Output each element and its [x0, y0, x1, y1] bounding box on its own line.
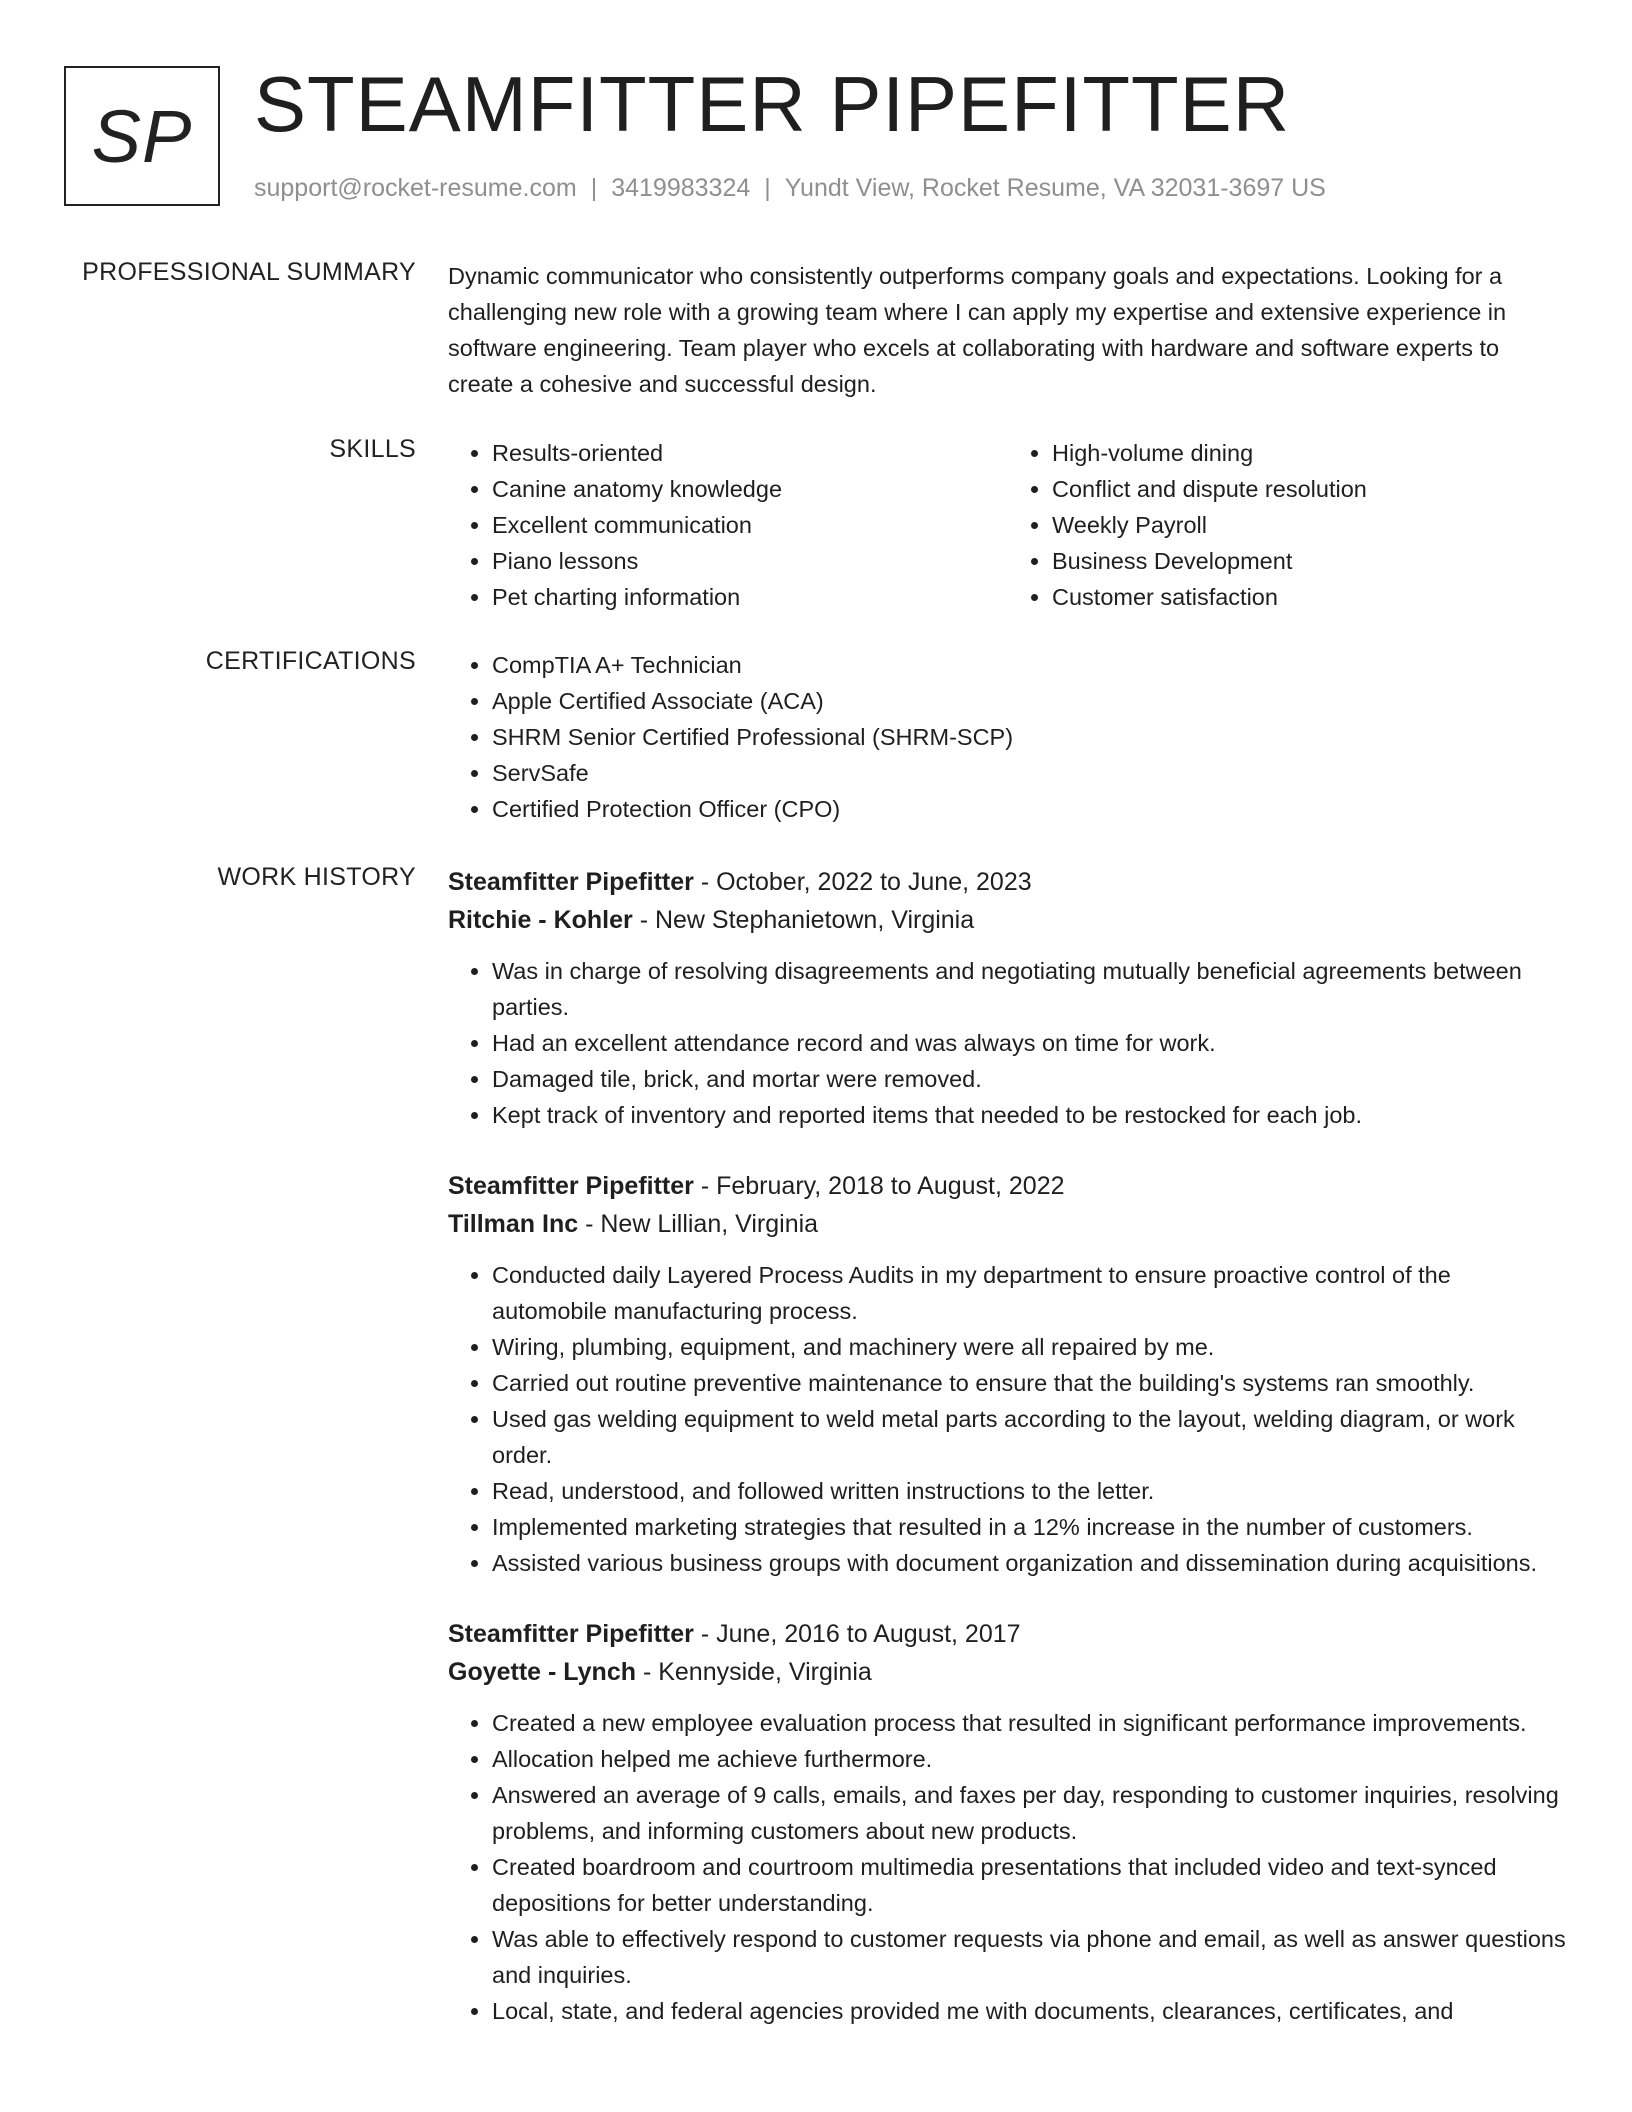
resume-header: [64, 60, 1568, 208]
job-company: Tillman Inc: [448, 1210, 579, 1238]
job-entry: [448, 1167, 1568, 1581]
skill-item: • Customer satisfaction: [1052, 579, 1568, 615]
skill-item: • Piano lessons: [492, 543, 1008, 579]
job-title: Steamfitter Pipefitter: [448, 1620, 694, 1648]
job-bullet: • Implemented marketing strategies that resulted in a 12% increase in the number of customers.: [492, 1509, 1568, 1545]
job-bullet: • Created a new employee evaluation process that resulted in significant performance improvements.: [492, 1705, 1568, 1741]
job-bullet: • Assisted various business groups with document organization and dissemination during acquisitions.: [492, 1545, 1568, 1581]
job-title-line: [448, 1167, 1568, 1205]
monogram-logo: SP: [64, 66, 220, 206]
job-bullet: • Wiring, plumbing, equipment, and machinery were all repaired by me.: [492, 1329, 1568, 1365]
job-bullet: • Allocation helped me achieve furthermore.: [492, 1741, 1568, 1777]
job-bullet: • Damaged tile, brick, and mortar were removed.: [492, 1061, 1568, 1097]
certification-item: • ServSafe: [492, 755, 1568, 791]
certification-item: • SHRM Senior Certified Professional (SHRM-SCP): [492, 719, 1568, 755]
certification-item: • Apple Certified Associate (ACA): [492, 683, 1568, 719]
certification-item: • Certified Protection Officer (CPO): [492, 791, 1568, 827]
skill-item: • Results-oriented: [492, 435, 1008, 471]
skill-item: • Business Development: [1052, 543, 1568, 579]
job-title: Steamfitter Pipefitter: [448, 1172, 694, 1200]
summary-text: Dynamic communicator who consistently outperforms company goals and expectations. Looking for a challenging new role with a growing team where I can apply my expertise and extensive experience in software engineering. Team player who excels at collaborating with hardware and software experts to create a cohesive and successful design.: [448, 263, 1507, 397]
job-dates: - June, 2016 to August, 2017: [693, 1620, 1021, 1648]
job-bullet: • Answered an average of 9 calls, emails, and faxes per day, responding to customer inquiries, resolving problems, and informing customers about new products.: [492, 1777, 1568, 1849]
job-bullet: • Created boardroom and courtroom multimedia presentations that included video and text-synced depositions for better understanding.: [492, 1849, 1568, 1921]
contact-separator: |: [764, 174, 771, 202]
job-location: - Kennyside, Virginia: [636, 1658, 872, 1686]
job-bullet: • Used gas welding equipment to weld metal parts according to the layout, welding diagram, or work order.: [492, 1401, 1568, 1473]
resume-name: STEAMFITTER PIPEFITTER: [254, 60, 1291, 148]
certification-item: • CompTIA A+ Technician: [492, 647, 1568, 683]
job-title: Steamfitter Pipefitter: [448, 868, 694, 896]
skill-item: • Conflict and dispute resolution: [1052, 471, 1568, 507]
skill-item: • High-volume dining: [1052, 435, 1568, 471]
job-entry: [448, 1615, 1568, 2029]
job-bullet: • Was in charge of resolving disagreements and negotiating mutually beneficial agreements between parties.: [492, 953, 1568, 1025]
job-company-line: [448, 1205, 1568, 1243]
job-bullet: • Was able to effectively respond to customer requests via phone and email, as well as answer questions and inquiries.: [492, 1921, 1568, 1993]
job-company: Goyette - Lynch: [448, 1658, 636, 1686]
work-history-heading: WORK HISTORY: [217, 863, 416, 891]
skill-item: • Weekly Payroll: [1052, 507, 1568, 543]
job-title-line: [448, 863, 1568, 901]
certifications-heading: CERTIFICATIONS: [205, 647, 416, 675]
job-bullet: • Carried out routine preventive maintenance to ensure that the building's systems ran smoothly.: [492, 1365, 1568, 1401]
job-bullet: • Local, state, and federal agencies provided me with documents, clearances, certificates, and: [492, 1993, 1568, 2029]
contact-address: Yundt View, Rocket Resume, VA 32031-3697 US: [784, 174, 1326, 202]
job-company-line: [448, 1653, 1568, 1691]
job-dates: - February, 2018 to August, 2022: [693, 1172, 1065, 1200]
job-bullets: [448, 1705, 1568, 2029]
job-bullet: • Conducted daily Layered Process Audits in my department to ensure proactive control of the automobile manufacturing process.: [492, 1257, 1568, 1329]
job-bullet: • Had an excellent attendance record and was always on time for work.: [492, 1025, 1568, 1061]
job-company-line: [448, 901, 1568, 939]
skill-item: • Pet charting information: [492, 579, 1008, 615]
skills-list-left: [448, 435, 1008, 615]
job-bullets: [448, 953, 1568, 1133]
job-bullet: • Kept track of inventory and reported items that needed to be restocked for each job.: [492, 1097, 1568, 1133]
job-bullet: • Read, understood, and followed written instructions to the letter.: [492, 1473, 1568, 1509]
skills-list-right: [1008, 435, 1568, 615]
job-location: - New Stephanietown, Virginia: [632, 906, 975, 934]
contact-email: support@rocket-resume.com: [254, 174, 577, 202]
skill-item: • Canine anatomy knowledge: [492, 471, 1008, 507]
summary-heading: PROFESSIONAL SUMMARY: [82, 258, 416, 286]
job-location: - New Lillian, Virginia: [578, 1210, 819, 1238]
contact-line: [254, 174, 1326, 203]
skills-columns: [448, 435, 1568, 615]
job-title-line: [448, 1615, 1568, 1653]
job-entry: [448, 863, 1568, 1133]
skills-heading: SKILLS: [329, 435, 416, 463]
job-company: Ritchie - Kohler: [448, 906, 633, 934]
skill-item: • Excellent communication: [492, 507, 1008, 543]
job-bullets: [448, 1257, 1568, 1581]
job-dates: - October, 2022 to June, 2023: [693, 868, 1032, 896]
contact-phone: 3419983324: [611, 174, 751, 202]
contact-separator: |: [590, 174, 598, 202]
certifications-list: [448, 647, 1568, 827]
